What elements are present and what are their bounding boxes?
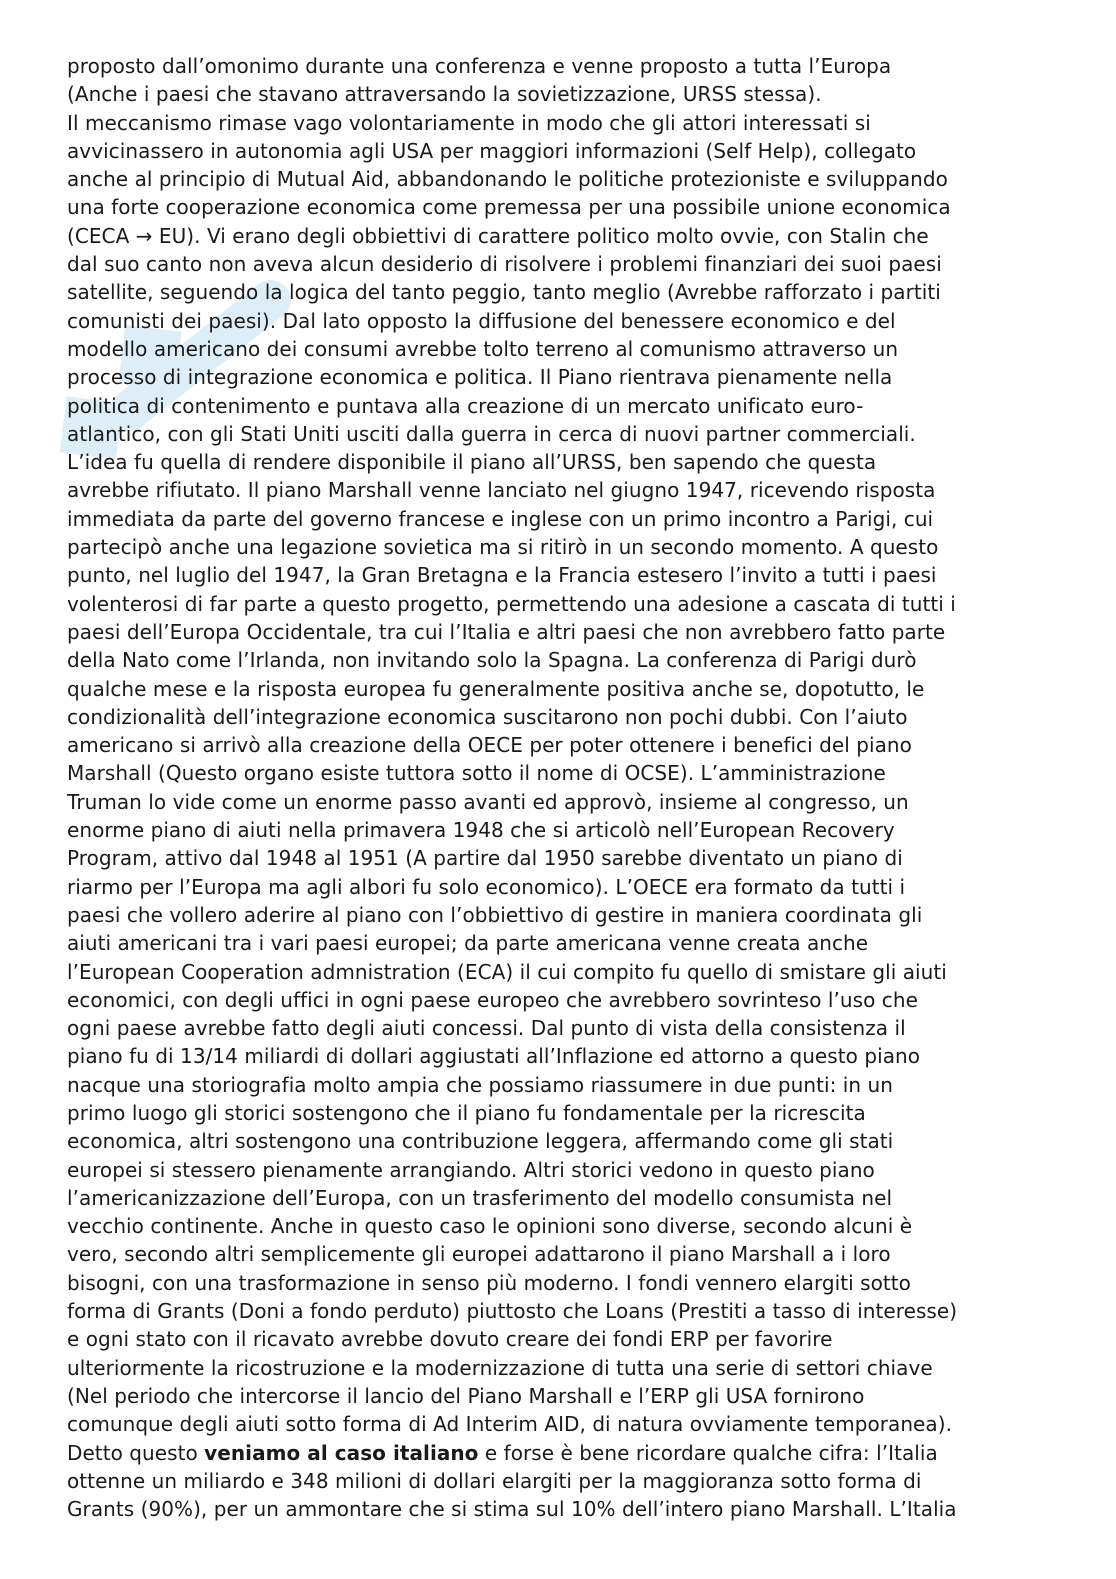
text-line: qualche mese e la risposta europea fu generalmente positiva anche se, dopotutto, le <box>67 676 925 701</box>
text-line: comunque degli aiuti sotto forma di Ad Interim AID, di natura ovviamente temporanea). <box>67 1412 952 1437</box>
text-line: bisogni, con una trasformazione in senso più moderno. I fondi vennero elargiti sotto <box>67 1270 911 1295</box>
text-line: vecchio continente. Anche in questo caso le opinioni sono diverse, secondo alcuni è <box>67 1214 913 1239</box>
text-line: comunisti dei paesi). Dal lato opposto la diffusione del benessere economico e del <box>67 308 896 333</box>
text-line: proposto dall’omonimo durante una conferenza e venne proposto a tutta l’Europa <box>67 54 892 78</box>
bold-line-after: e forse è bene ricordare qualche cifra: l’Italia <box>478 1440 938 1465</box>
text-line: della Nato come l’Irlanda, non invitando solo la Spagna. La conferenza di Parigi durò <box>67 648 917 673</box>
text-line: modello americano dei consumi avrebbe tolto terreno al comunismo attraverso un <box>67 336 899 361</box>
text-line: processo di integrazione economica e politica. Il Piano rientrava pienamente nella <box>67 365 893 390</box>
text-line: anche al principio di Mutual Aid, abbandonando le politiche protezioniste e sviluppando <box>67 167 948 192</box>
text-line: primo luogo gli storici sostengono che il piano fu fondamentale per la ricrescita <box>67 1100 866 1125</box>
text-line: condizionalità dell’integrazione economica suscitarono non pochi dubbi. Con l’aiuto <box>67 704 908 729</box>
text-line: Truman lo vide come un enorme passo avanti ed approvò, insieme al congresso, un <box>67 789 909 814</box>
text-line: ulteriormente la ricostruzione e la modernizzazione di tutta una serie di settori chiave <box>67 1355 933 1380</box>
text-line: Program, attivo dal 1948 al 1951 (A partire dal 1950 sarebbe diventato un piano di <box>67 846 903 871</box>
text-line: aiuti americani tra i vari paesi europei; da parte americana venne creata anche <box>67 931 869 956</box>
text-line: economici, con degli uffici in ogni paese europeo che avrebbero sovrinteso l’uso che <box>67 987 918 1012</box>
text-line-with-bold <box>67 1439 1067 1467</box>
text-line: e ogni stato con il ricavato avrebbe dovuto creare dei fondi ERP per favorire <box>67 1327 833 1352</box>
bold-phrase: veniamo al caso italiano <box>204 1440 479 1465</box>
text-line: l’americanizzazione dell’Europa, con un trasferimento del modello consumista nel <box>67 1185 893 1210</box>
document-body <box>67 52 1067 1523</box>
text-line: nacque una storiografia molto ampia che possiamo riassumere in due punti: in un <box>67 1072 893 1097</box>
text-line: piano fu di 13/14 miliardi di dollari aggiustati all’Inflazione ed attorno a questo piano <box>67 1044 921 1069</box>
text-line: (CECA → EU). Vi erano degli obbiettivi di carattere politico molto ovvie, con Stalin che <box>67 223 929 248</box>
text-line: avvicinassero in autonomia agli USA per maggiori informazioni (Self Help), collegato <box>67 138 917 163</box>
text-line: economica, altri sostengono una contribuzione leggera, affermando come gli stati <box>67 1129 894 1154</box>
text-line: una forte cooperazione economica come premessa per una possibile unione economica <box>67 195 951 220</box>
text-line: forma di Grants (Doni a fondo perduto) piuttosto che Loans (Prestiti a tasso di interesse) <box>67 1299 958 1324</box>
text-line: satellite, seguendo la logica del tanto peggio, tanto meglio (Avrebbe rafforzato i partiti <box>67 280 941 305</box>
text-line: L’idea fu quella di rendere disponibile il piano all’URSS, ben sapendo che questa <box>67 450 877 475</box>
text-line: europei si stessero pienamente arrangiando. Altri storici vedono in questo piano <box>67 1157 875 1182</box>
text-line: (Nel periodo che intercorse il lancio del Piano Marshall e l’ERP gli USA fornirono <box>67 1383 865 1408</box>
text-line: riarmo per l’Europa ma agli albori fu solo economico). L’OECE era formato da tutti i <box>67 874 906 899</box>
text-line: ottenne un miliardo e 348 milioni di dollari elargiti per la maggioranza sotto forma di <box>67 1468 922 1493</box>
text-line: Grants (90%), per un ammontare che si stima sul 10% dell’intero piano Marshall. L’Italia <box>67 1497 957 1522</box>
text-line: immediata da parte del governo francese e inglese con un primo incontro a Parigi, cui <box>67 506 934 531</box>
text-line: americano si arrivò alla creazione della OECE per poter ottenere i benefici del piano <box>67 733 912 758</box>
text-line: dal suo canto non aveva alcun desiderio di risolvere i problemi finanziari dei suoi paesi <box>67 252 942 277</box>
text-line: avrebbe rifiutato. Il piano Marshall venne lanciato nel giugno 1947, ricevendo risposta <box>67 478 936 503</box>
text-line: atlantico, con gli Stati Uniti usciti dalla guerra in cerca di nuovi partner commerciali. <box>67 421 916 446</box>
text-line: partecipò anche una legazione sovietica ma si ritirò in un secondo momento. A questo <box>67 535 939 560</box>
text-line: Marshall (Questo organo esiste tuttora sotto il nome di OCSE). L’amministrazione <box>67 761 886 786</box>
text-line: (Anche i paesi che stavano attraversando la sovietizzazione, URSS stessa). <box>67 82 822 107</box>
text-line: volenterosi di far parte a questo progetto, permettendo una adesione a cascata di tutti i <box>67 591 956 616</box>
text-line: enorme piano di aiuti nella primavera 1948 che si articolò nell’European Recovery <box>67 818 895 843</box>
text-line: paesi che vollero aderire al piano con l’obbiettivo di gestire in maniera coordinata gli <box>67 902 923 927</box>
bold-line-before: Detto questo <box>67 1440 205 1465</box>
text-line: vero, secondo altri semplicemente gli europei adattarono il piano Marshall a i loro <box>67 1242 891 1267</box>
text-line: punto, nel luglio del 1947, la Gran Bretagna e la Francia estesero l’invito a tutti i paesi <box>67 563 937 588</box>
text-line: paesi dell’Europa Occidentale, tra cui l’Italia e altri paesi che non avrebbero fatto parte <box>67 619 946 644</box>
text-line: Il meccanismo rimase vago volontariamente in modo che gli attori interessati si <box>67 110 871 135</box>
text-line: l’European Cooperation admnistration (ECA) il cui compito fu quello di smistare gli aiuti <box>67 959 947 984</box>
text-line: politica di contenimento e puntava alla creazione di un mercato unificato euro- <box>67 393 864 418</box>
text-line: ogni paese avrebbe fatto degli aiuti concessi. Dal punto di vista della consistenza il <box>67 1016 906 1041</box>
